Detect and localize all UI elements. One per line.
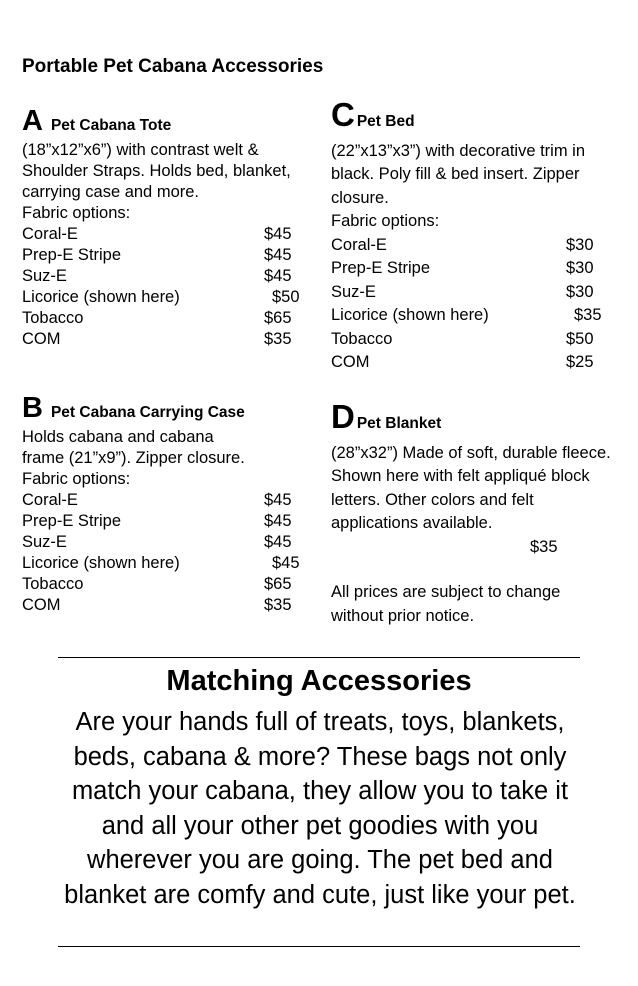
option-name: Tobacco xyxy=(22,309,84,327)
section-description: (28”x32”) Made of soft, durable fleece. Shown here with felt appliqué block letters. Other colors and felt applications available. xyxy=(331,443,611,532)
option-name: Coral-E xyxy=(22,225,78,243)
section-pet-cabana-tote xyxy=(22,106,312,350)
option-price: $45 xyxy=(264,246,292,264)
option-row xyxy=(22,490,312,511)
section-letter: C xyxy=(331,96,355,133)
option-price: $35 xyxy=(574,306,602,324)
option-name: COM xyxy=(331,353,370,371)
option-row xyxy=(331,257,616,281)
section-description: (22”x13”x3”) with decorative trim in black. Poly fill & bed insert. Zipper closure. xyxy=(331,141,585,207)
option-price: $25 xyxy=(566,353,594,371)
option-name: Tobacco xyxy=(22,575,84,593)
option-price: $35 xyxy=(264,596,292,614)
option-name: Coral-E xyxy=(22,491,78,509)
option-row xyxy=(22,511,312,532)
option-name: Licorice (shown here) xyxy=(22,554,180,572)
section-title: Pet Blanket xyxy=(356,415,442,432)
option-name: COM xyxy=(22,596,61,614)
option-name: COM xyxy=(22,330,61,348)
option-name: Coral-E xyxy=(331,235,387,254)
fabric-options-list xyxy=(22,224,312,350)
option-name: Suz-E xyxy=(331,282,376,301)
option-row xyxy=(331,234,616,258)
section-description: (18”x12”x6”) with contrast welt & Shoulder Straps. Holds bed, blanket, carrying case and more. xyxy=(22,141,291,201)
divider-bottom xyxy=(58,946,580,947)
option-row xyxy=(22,574,312,595)
option-price: $30 xyxy=(566,235,594,254)
page-title: Portable Pet Cabana Accessories xyxy=(22,56,324,77)
section-header xyxy=(22,106,312,136)
option-name: Licorice (shown here) xyxy=(22,288,180,306)
option-row xyxy=(22,553,312,574)
option-name: Prep-E Stripe xyxy=(331,259,431,277)
section-pet-bed xyxy=(331,96,616,375)
option-row xyxy=(22,532,312,553)
option-row xyxy=(22,287,312,308)
section-pet-cabana-carrying-case xyxy=(22,393,312,616)
fabric-options-label: Fabric options: xyxy=(331,212,440,230)
section-title: Pet Cabana Carrying Case xyxy=(50,404,245,421)
section-pet-blanket xyxy=(331,398,616,628)
option-name: Suz-E xyxy=(22,533,67,551)
matching-accessories-text: Are your hands full of treats, toys, blankets, beds, cabana & more? These bags not only match your cabana, they allow you to take it and all your other pet goodies with you wherever you are going. The pet bed and blanket are comfy and cute, just like your pet. xyxy=(64,708,576,909)
fabric-options-label: Fabric options: xyxy=(22,470,131,488)
option-row xyxy=(22,224,312,245)
option-row xyxy=(331,351,616,375)
option-price: $35 xyxy=(264,330,292,348)
price-notice: All prices are subject to change without prior notice. xyxy=(331,583,561,625)
option-row xyxy=(22,266,312,287)
option-name: Prep-E Stripe xyxy=(22,512,122,530)
matching-accessories-title: Matching Accessories xyxy=(166,665,472,697)
option-row xyxy=(22,595,312,616)
fabric-options-label: Fabric options: xyxy=(22,204,131,222)
option-row xyxy=(331,281,616,305)
fabric-options-list xyxy=(22,490,312,616)
section-letter: D xyxy=(331,398,355,435)
option-price: $30 xyxy=(566,282,594,301)
divider-top xyxy=(58,657,580,658)
section-title: Pet Bed xyxy=(356,113,415,130)
option-price: $45 xyxy=(272,554,300,572)
option-price: $45 xyxy=(264,512,292,530)
option-row xyxy=(22,245,312,266)
section-description: Holds cabana and cabana frame (21”x9”). Zipper closure. xyxy=(22,428,245,467)
section-header xyxy=(331,96,616,134)
option-name: Tobacco xyxy=(331,329,393,348)
section-letter: B xyxy=(22,392,43,424)
option-price: $30 xyxy=(566,259,594,277)
option-name: Suz-E xyxy=(22,267,67,285)
option-row xyxy=(22,308,312,329)
section-header xyxy=(22,393,312,423)
option-price: $45 xyxy=(264,491,292,509)
option-price: $65 xyxy=(264,309,292,327)
option-row xyxy=(22,329,312,350)
option-price: $45 xyxy=(264,225,292,243)
section-title: Pet Cabana Tote xyxy=(50,117,172,134)
blanket-price: $35 xyxy=(530,537,558,556)
option-name: Licorice (shown here) xyxy=(331,306,489,324)
option-name: Prep-E Stripe xyxy=(22,246,122,264)
option-price: $45 xyxy=(264,267,292,285)
option-row xyxy=(331,328,616,352)
option-row xyxy=(331,304,616,328)
option-price: $65 xyxy=(264,575,292,593)
option-price: $45 xyxy=(264,533,292,551)
option-price: $50 xyxy=(272,288,300,306)
option-price: $50 xyxy=(566,329,594,348)
section-header xyxy=(331,398,616,436)
section-letter: A xyxy=(22,105,43,137)
fabric-options-list xyxy=(331,234,616,375)
